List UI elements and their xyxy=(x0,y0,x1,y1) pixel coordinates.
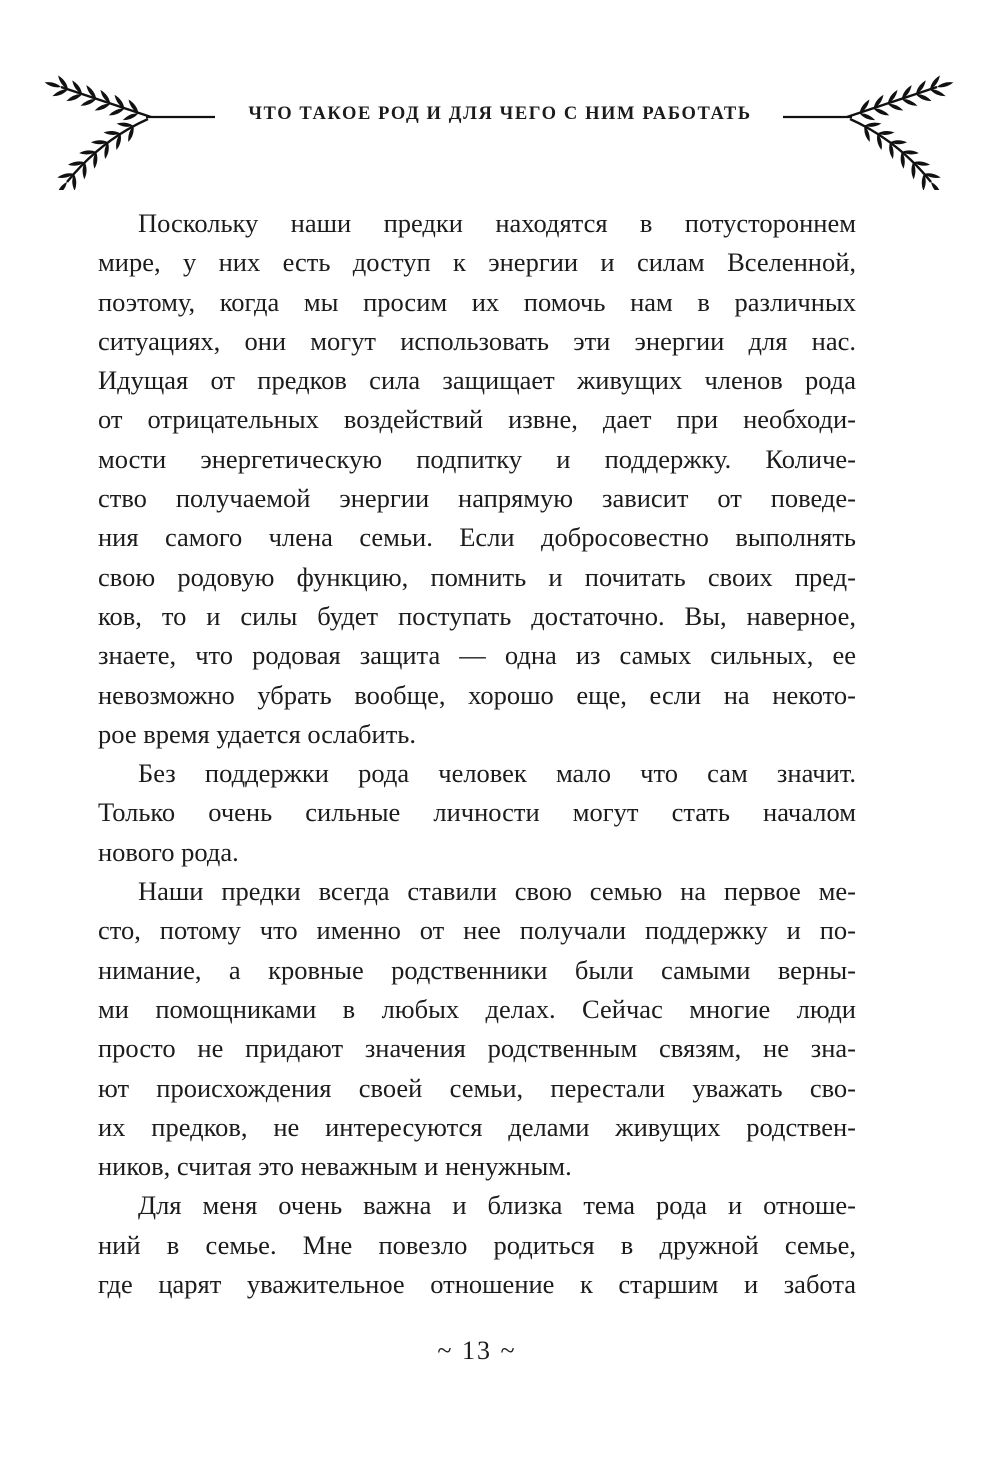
text-line: Идущая от предков сила защищает живущих членов рода xyxy=(98,365,856,396)
text-line: нового рода. xyxy=(98,836,239,867)
text-line: ство получаемой энергии напрямую зависит от поведе- xyxy=(98,483,856,514)
chapter-title: ЧТО ТАКОЕ РОД И ДЛЯ ЧЕГО С НИМ РАБОТАТЬ xyxy=(248,104,752,124)
page-text xyxy=(98,204,856,1304)
text-line: ков, то и силы будет поступать достаточно. Вы, наверное, xyxy=(98,600,856,631)
text-line: ний в семье. Мне повезло родиться в дружной семье, xyxy=(98,1229,856,1260)
text-line: от отрицательных воздействий извне, дает при необходи- xyxy=(98,404,856,435)
wheat-ornament-left-icon xyxy=(43,74,215,190)
text-line: ситуациях, они могут использовать эти энергии для нас. xyxy=(98,325,856,356)
text-line: сто, потому что именно от нее получали поддержку и по- xyxy=(98,915,856,946)
text-line: ми помощниками в любых делах. Сейчас многие люди xyxy=(98,993,856,1024)
text-line: поэтому, когда мы просим их помочь нам в различных xyxy=(98,286,856,317)
text-line: просто не придают значения родственным связям, не зна- xyxy=(98,1033,856,1064)
text-line: свою родовую функцию, помнить и почитать своих пред- xyxy=(98,561,856,592)
text-line: нимание, а кровные родственники были самыми верны- xyxy=(98,954,856,985)
text-line: где царят уважительное отношение к старшим и забота xyxy=(98,1269,856,1300)
chapter-header xyxy=(0,0,1000,180)
page-number: ~ 13 ~ xyxy=(437,1336,517,1365)
text-line: ния самого члена семьи. Если добросовестно выполнять xyxy=(98,522,856,553)
text-line: невозможно убрать вообще, хорошо еще, если на некото- xyxy=(98,679,856,710)
text-line: ют происхождения своей семьи, перестали уважать сво- xyxy=(98,1072,856,1103)
text-line: Поскольку наши предки находятся в потустороннем xyxy=(138,208,856,238)
text-line: знаете, что родовая защита — одна из самых сильных, ее xyxy=(98,640,856,671)
text-line: их предков, не интересуются делами живущих родствен- xyxy=(98,1111,856,1142)
text-line: Наши предки всегда ставили свою семью на первое ме- xyxy=(138,876,856,907)
text-line: Без поддержки рода человек мало что сам значит. xyxy=(138,758,856,789)
text-line: Только очень сильные личности могут стать началом xyxy=(98,797,856,828)
text-line: ников, считая это неважным и ненужным. xyxy=(98,1151,572,1182)
wheat-ornament-right-icon xyxy=(783,74,955,190)
text-line: рое время удается ослабить. xyxy=(98,718,416,749)
text-line: Для меня очень важна и близка тема рода и отноше- xyxy=(138,1190,856,1221)
text-line: мире, у них есть доступ к энергии и силам Вселенной, xyxy=(98,247,856,278)
text-line: мости энергетическую подпитку и поддержку. Количе- xyxy=(98,443,856,474)
